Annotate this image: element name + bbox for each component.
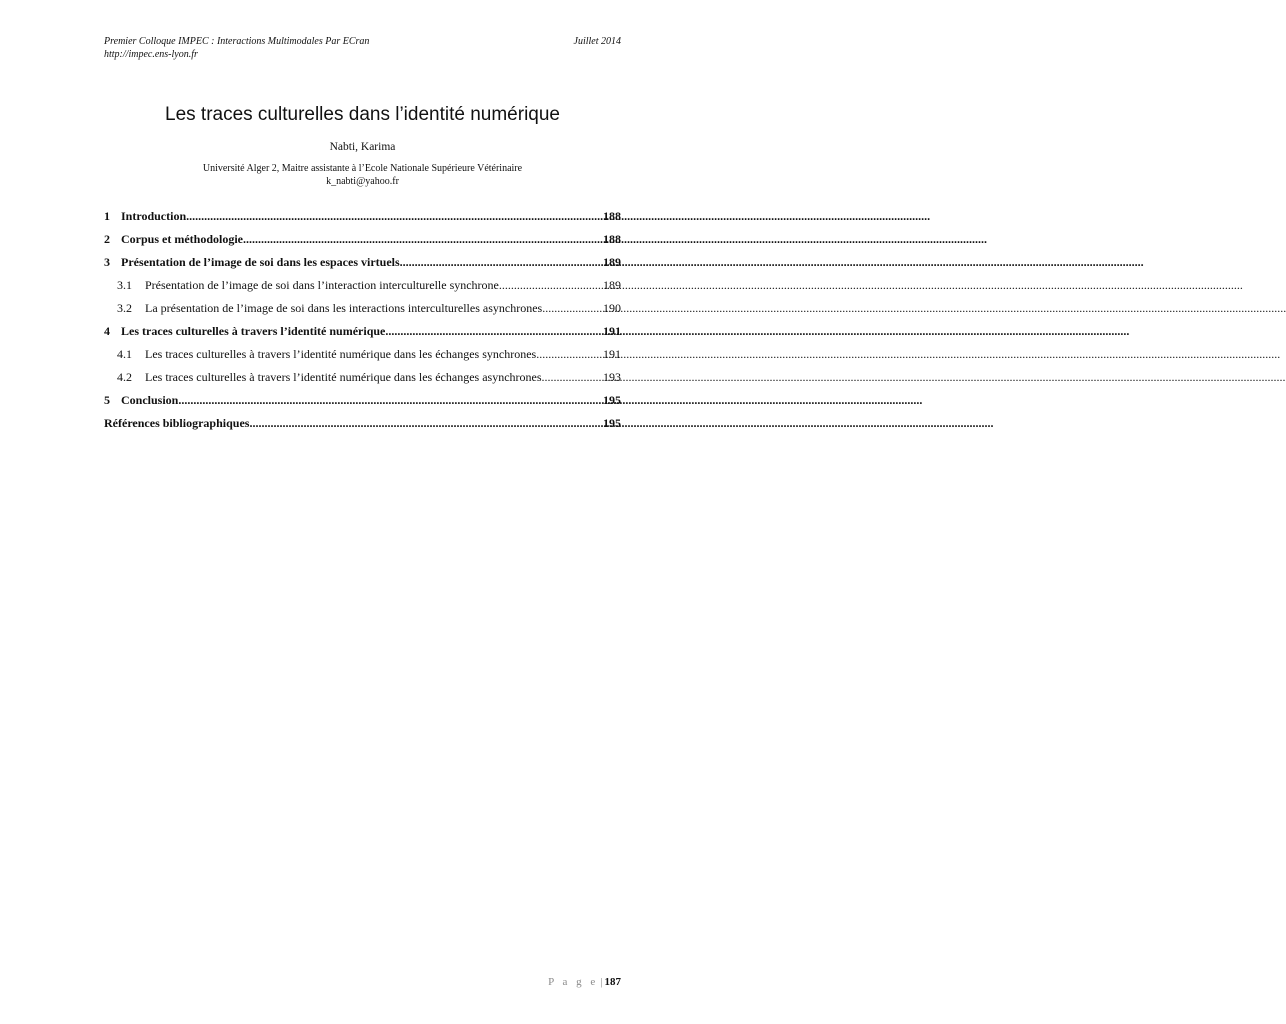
toc-page: 195 [603,393,621,407]
toc-page: 189 [603,255,621,269]
toc-number: 2 [104,232,110,246]
author-affiliation-block [0,162,725,188]
author-name: Nabti, Karima [329,141,396,153]
toc-title: Introduction [121,209,187,223]
conference-url: http://impec.ens-lyon.fr [104,49,198,60]
toc-number: 3 [104,255,110,269]
page-footer [548,976,621,988]
toc-number: 4 [104,324,110,338]
toc-leader [542,368,602,386]
toc-title: Les traces culturelles à travers l’identité numérique dans les échanges asynchrones [145,370,542,384]
toc-number: 3.1 [117,278,132,292]
table-of-contents [104,207,621,437]
page-number: 187 [604,976,621,988]
toc-leader [243,230,602,248]
toc-number: 5 [104,393,110,407]
toc-leader [536,345,602,363]
toc-page: 191 [603,324,621,338]
toc-title: La présentation de l’image de soi dans les interactions interculturelles asynchrones [145,301,543,315]
toc-leader [499,276,602,294]
header-date: Juillet 2014 [573,36,621,47]
toc-entry[interactable] [104,345,621,368]
toc-entry[interactable] [104,368,621,391]
toc-title: Présentation de l’image de soi dans l’interaction interculturelle synchrone [145,278,499,292]
toc-page: 193 [603,370,621,384]
toc-title: Conclusion [121,393,179,407]
toc-leader [178,391,602,409]
toc-page: 190 [603,301,621,315]
toc-number: 1 [104,209,110,223]
toc-entry[interactable] [104,322,621,345]
conference-name: Premier Colloque IMPEC : Interactions Multimodales Par ECran [104,36,370,47]
page-label: P a g e [548,976,599,988]
toc-number: 4.2 [117,370,132,384]
toc-entry[interactable] [104,299,621,322]
toc-page: 188 [603,232,621,246]
toc-title: Les traces culturelles à travers l’identité numérique dans les échanges synchrones [145,347,537,361]
toc-entry[interactable] [104,276,621,299]
page-separator: | [600,976,603,988]
toc-entry[interactable] [104,230,621,253]
toc-entry[interactable] [104,207,621,230]
author-email: k_nabti@yahoo.fr [326,176,399,187]
toc-leader [400,253,602,271]
toc-title: Présentation de l’image de soi dans les espaces virtuels [121,255,400,269]
toc-leader [542,299,602,317]
toc-leader [186,207,602,225]
toc-page: 189 [603,278,621,292]
toc-page: 188 [603,209,621,223]
toc-title: Les traces culturelles à travers l’identité numérique [121,324,386,338]
toc-title: Références bibliographiques [104,416,250,430]
toc-entry[interactable] [104,391,621,414]
toc-title: Corpus et méthodologie [121,232,243,246]
toc-number: 3.2 [117,301,132,315]
toc-entry[interactable] [104,414,621,437]
toc-number: 4.1 [117,347,132,361]
toc-leader [249,414,602,432]
toc-entry[interactable] [104,253,621,276]
running-header [104,35,369,61]
article-title: Les traces culturelles dans l’identité numérique [165,104,560,125]
toc-leader [385,322,602,340]
toc-page: 191 [603,347,621,361]
toc-page: 195 [603,416,621,430]
affiliation: Université Alger 2, Maitre assistante à l’Ecole Nationale Supérieure Vétérinaire [202,163,523,174]
